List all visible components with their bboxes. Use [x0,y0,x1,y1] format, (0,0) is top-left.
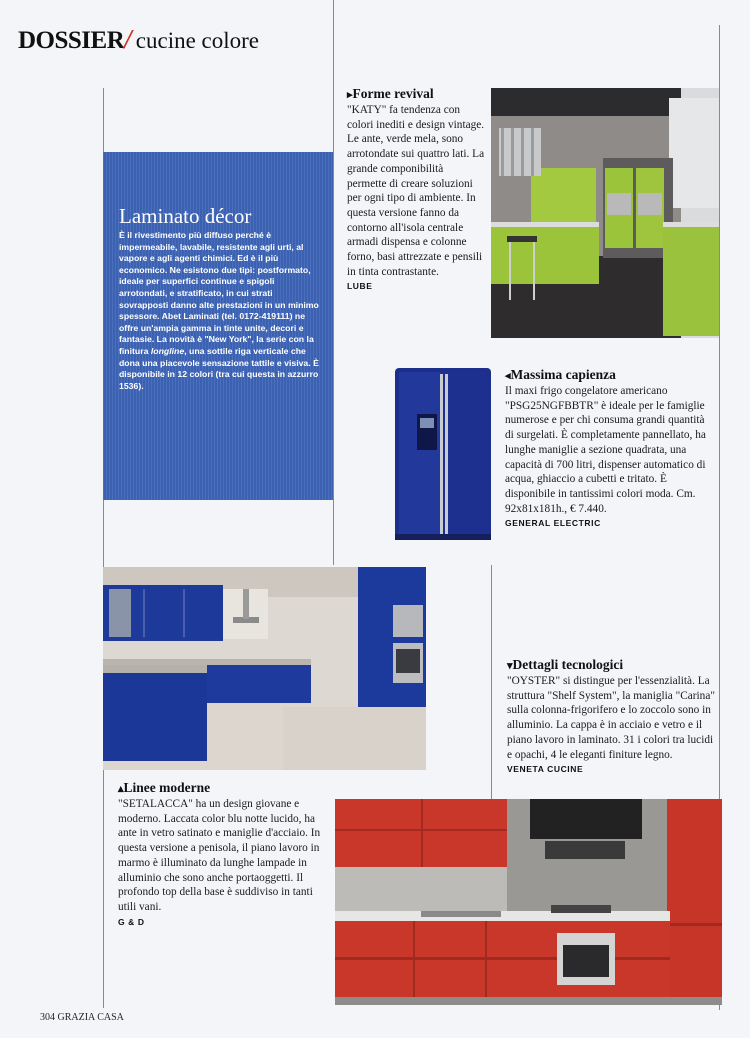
linee-moderne-brand: G & D [118,916,145,927]
blue-kitchen-photo [103,567,426,770]
massima-capienza-brand: GENERAL ELECTRIC [505,518,601,529]
laminato-box [103,152,333,500]
dettagli-tecnologici-title: ▾Dettagli tecnologici [507,657,624,672]
article-linee-moderne [118,780,330,927]
header-dossier: DOSSIER [18,27,125,54]
dettagli-tecnologici-brand: VENETA CUCINE [507,764,584,775]
laminato-body: È il rivestimento più diffuso perché è impermeabile, lavabile, resistente agli urti, al vapore e agli agenti chimici. Ed è il più economico. Ne esistono due tipi: postformato, ideale per superfici continue e spigoli arrotondati, e stratificato, in cui strati sovrapposti danno alte prestazioni in un minimo spessore. Abet Laminati (tel. 0172-419111) ne offre un'ampia gamma in tinte unite, decori e fantasie. La novità è "New York", la serie con la finitura longline, una sottile riga verticale che dona una piacevole sensazione tattile e visiva. È disponibile in 12 colori (tra cui questa in azzurro 1536). [119,230,319,391]
header-slash: / [124,24,132,54]
green-kitchen-photo [491,88,719,338]
header-section: cucine colore [135,28,260,53]
article-dettagli-tecnologici [507,657,717,774]
massima-capienza-body: Il maxi frigo congelatore americano "PSG25NGFBBTR" è ideale per le famiglie numerose e per chi consuma grandi quantità di surgelati. È completamente pannellato, ha lunghe maniglie a sezione quadrata, una capacità di 700 litri, dispenser automatico di acqua, ghiaccio a cubetti e tritato. È disponibile in tantissimi colori moda. Cm. 92x81x181h., € 7.440. [505,385,706,515]
forme-revival-body: "KATY" fa tendenza con colori inediti e design vintage. Le ante, verde mela, sono arrotondate sui quattro lati. La grande componibilità permette di creare soluzioni per ogni tipo di ambiente. In questa versione fanno da contorno all'isola centrale armadi dispensa e colonne forno, basi attrezzate e pensili in tinta contrastante. [347,104,485,278]
page-footer [40,1012,124,1023]
magazine-name: GRAZIA CASA [57,1012,124,1023]
page-header [18,24,259,55]
massima-capienza-title: ◂Massima capienza [505,367,616,382]
red-kitchen-photo [335,799,722,1005]
forme-revival-title: ▸Forme revival [347,86,434,101]
forme-revival-brand: LUBE [347,281,373,292]
column-rule-right [491,565,492,805]
column-rule-middle [333,0,334,565]
linee-moderne-body: "SETALACCA" ha un design giovane e moderno. Laccata color blu notte lucido, ha ante in vetro satinato e maniglie d'acciaio. In questa versione a penisola, il piano lavoro in marmo è illuminato da lunghe lampade in alluminio che sono anche portaoggetti. Il profondo top della base è suddiviso in tanti utili vani. [118,798,321,913]
article-forme-revival [347,86,485,291]
laminato-title: Laminato décor [119,204,252,228]
page-number: 304 [40,1012,55,1023]
blue-fridge-photo [393,368,493,540]
dettagli-tecnologici-body: "OYSTER" si distingue per l'essenzialità. La struttura "Shelf System", la maniglia "Carina" sulla colonna-frigorifero e lo zoccolo sono in alluminio. La cappa è in acciaio e vetro e il piano lavoro in laminato. 31 i colori tra lucidi e opachi, 4 le eleganti finiture legno. [507,675,715,761]
article-massima-capienza [505,367,715,528]
linee-moderne-title: ▴Linee moderne [118,780,211,795]
